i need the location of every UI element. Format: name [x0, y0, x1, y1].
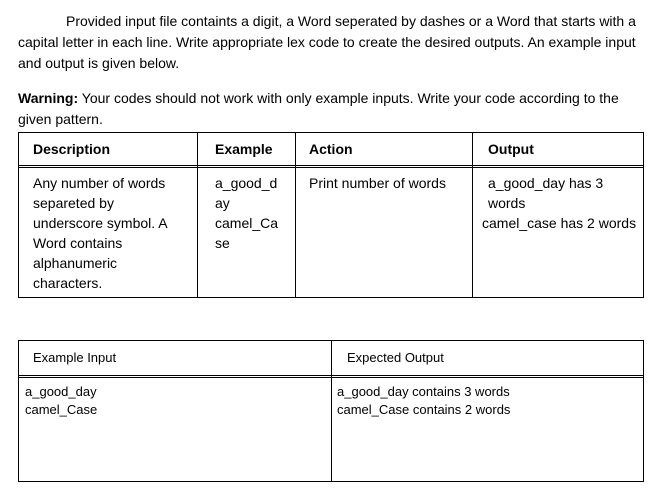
header-expected-output: Expected Output	[347, 350, 444, 365]
output-line: camel_Case contains 2 words	[337, 402, 511, 417]
column-divider	[472, 133, 473, 297]
example-io-table	[18, 340, 644, 482]
output-line: a_good_day has 3	[488, 175, 604, 191]
header-action: Action	[309, 141, 353, 157]
action-line: Print number of words	[309, 175, 446, 191]
example-line: se	[215, 235, 230, 251]
column-divider	[295, 133, 296, 297]
column-divider	[197, 133, 198, 297]
warning-title: Warning:	[18, 90, 79, 106]
intro-paragraph: Provided input file containts a digit, a Word seperated by dashes or a Word that starts with a capital letter in each line. Write appropriate lex code to create the desired outputs. An example input and output is given below.	[18, 13, 636, 71]
header-example-input: Example Input	[33, 350, 117, 365]
description-line: alphanumeric	[33, 255, 118, 271]
description-line: underscore symbol. A	[33, 215, 168, 231]
output-line: words	[488, 195, 526, 211]
description-line: characters.	[33, 275, 103, 291]
example-cell	[215, 173, 278, 253]
action-cell	[309, 173, 446, 193]
column-divider	[331, 341, 332, 481]
warning-text: Your codes should not work with only example inputs. Write your code according to the given pattern.	[18, 90, 619, 127]
description-cell	[33, 173, 168, 293]
example-line: camel_Ca	[215, 215, 279, 231]
header-example: Example	[215, 141, 273, 157]
description-line: Word contains	[33, 235, 123, 251]
input-line: a_good_day	[25, 384, 97, 399]
pattern-table	[18, 132, 644, 298]
output-line: a_good_day contains 3 words	[337, 384, 510, 399]
header-output: Output	[488, 141, 534, 157]
example-input-cell	[25, 383, 97, 419]
description-line: Any number of words	[33, 175, 166, 191]
output-cell	[482, 173, 637, 233]
warning-paragraph	[18, 88, 648, 130]
expected-output-cell	[337, 383, 510, 419]
example-line: a_good_d	[215, 175, 278, 191]
header-description: Description	[33, 141, 111, 157]
input-line: camel_Case	[25, 402, 98, 417]
description-line: separeted by	[33, 195, 114, 211]
example-line: ay	[215, 195, 230, 211]
header-double-rule	[19, 167, 643, 168]
output-line: camel_case has 2 words	[482, 215, 637, 231]
